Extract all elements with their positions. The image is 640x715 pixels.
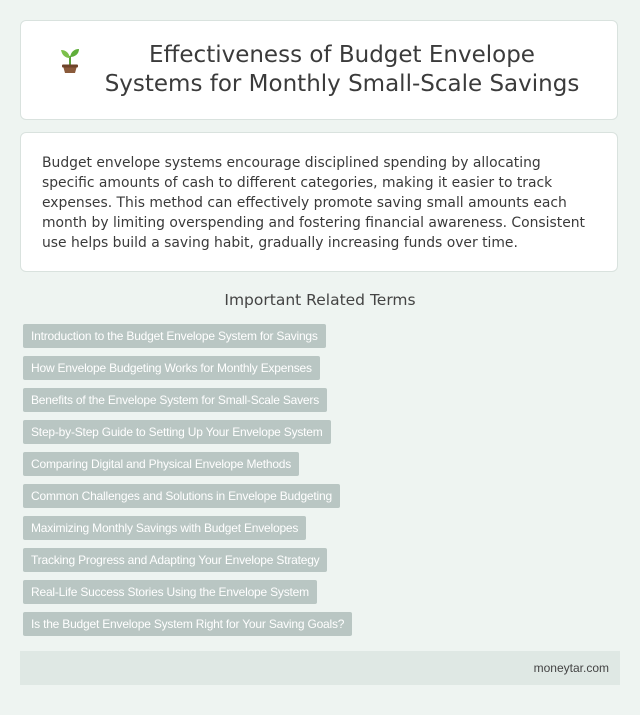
intro-paragraph: Budget envelope systems encourage disciplined spending by allocating specific amounts of cash to different categories, making it easier to track expenses. This method can effectively promote saving small amounts each month by limiting overspending and fostering financial awareness. Consistent use helps build a saving habit, gradually increasing funds over time. [42, 155, 585, 251]
term-tag[interactable]: Real-Life Success Stories Using the Envelope System [23, 580, 317, 604]
related-terms-heading: Important Related Terms [224, 291, 416, 309]
related-terms-list [23, 324, 352, 644]
page-title: Effectiveness of Budget Envelope Systems for Monthly Small-Scale Savings [104, 42, 580, 97]
term-tag[interactable]: Step-by-Step Guide to Setting Up Your Envelope System [23, 420, 331, 444]
term-tag[interactable]: Comparing Digital and Physical Envelope Methods [23, 452, 299, 476]
term-tag[interactable]: Maximizing Monthly Savings with Budget Envelopes [23, 516, 306, 540]
term-tag[interactable]: Tracking Progress and Adapting Your Envelope Strategy [23, 548, 327, 572]
title-card [20, 20, 618, 120]
title-row [56, 41, 582, 99]
intro-card [20, 132, 618, 272]
term-tag[interactable]: Benefits of the Envelope System for Small-Scale Savers [23, 388, 327, 412]
term-tag[interactable]: Common Challenges and Solutions in Envelope Budgeting [23, 484, 340, 508]
term-tag[interactable]: How Envelope Budgeting Works for Monthly Expenses [23, 356, 320, 380]
footer [20, 651, 620, 685]
term-tag[interactable]: Is the Budget Envelope System Right for Your Saving Goals? [23, 612, 352, 636]
seedling-icon [56, 46, 84, 74]
term-tag[interactable]: Introduction to the Budget Envelope System for Savings [23, 324, 326, 348]
footer-site-link[interactable]: moneytar.com [533, 661, 609, 675]
